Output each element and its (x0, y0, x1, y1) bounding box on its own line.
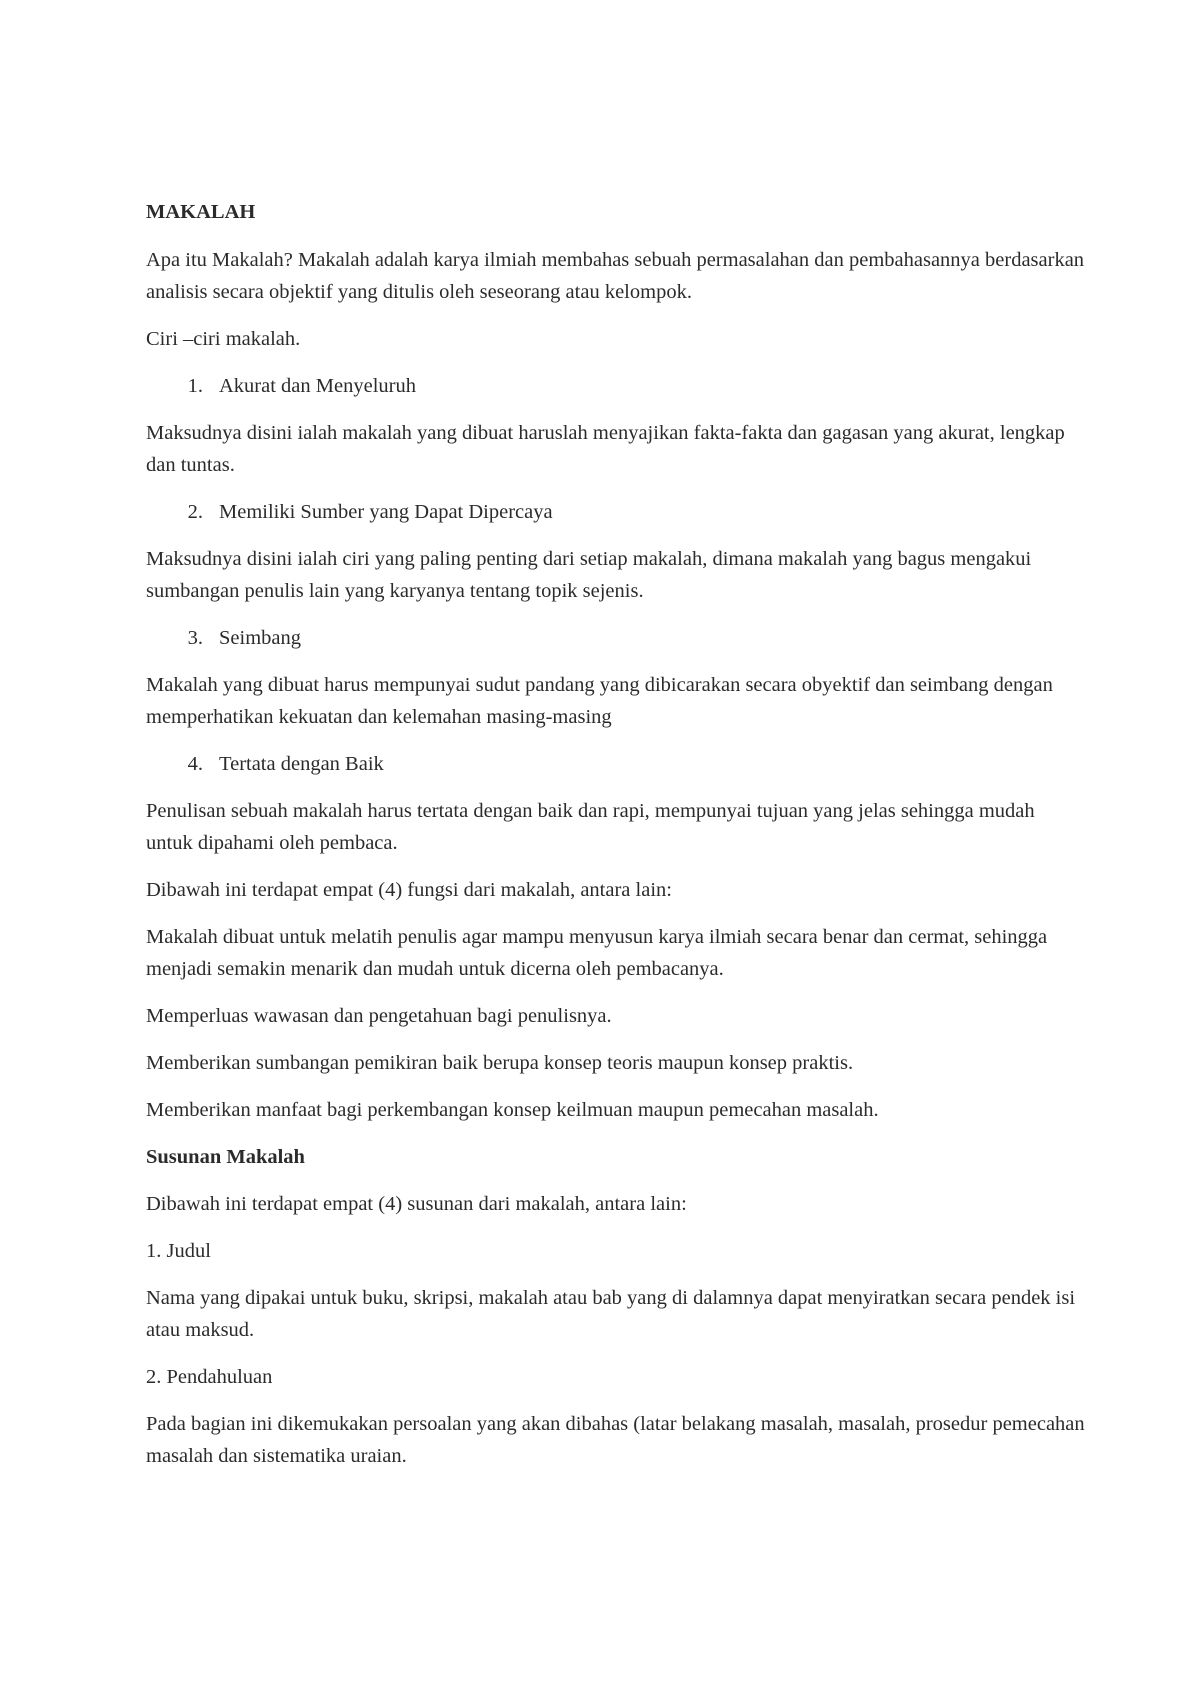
ciri-desc-2: Maksudnya disini ialah ciri yang paling penting dari setiap makalah, dimana makalah yang bagus mengakui sumbangan penulis lain yang karyanya tentang topik sejenis. (146, 548, 1032, 602)
document-page (146, 196, 1086, 1487)
ciri-item-4 (146, 748, 1086, 780)
susunan-heading: Susunan Makalah (146, 1146, 305, 1168)
susunan-item-1-label: 1. Judul (146, 1240, 211, 1262)
fungsi-intro: Dibawah ini terdapat empat (4) fungsi dari makalah, antara lain: (146, 879, 672, 901)
fungsi-item-4: Memberikan manfaat bagi perkembangan konsep keilmuan maupun pemecahan masalah. (146, 1099, 879, 1121)
list-number: 1. (187, 375, 203, 397)
fungsi-item-3: Memberikan sumbangan pemikiran baik berupa konsep teoris maupun konsep praktis. (146, 1052, 854, 1074)
susunan-item-2-desc: Pada bagian ini dikemukakan persoalan yang akan dibahas (latar belakang masalah, masalah, prosedur pemecahan masalah dan sistematika uraian. (146, 1413, 1085, 1467)
ciri-heading: Ciri –ciri makalah. (146, 328, 301, 350)
list-label: Akurat dan Menyeluruh (219, 375, 416, 397)
susunan-item-1-desc: Nama yang dipakai untuk buku, skripsi, makalah atau bab yang di dalamnya dapat menyiratkan secara pendek isi atau maksud. (146, 1287, 1076, 1341)
ciri-desc-4: Penulisan sebuah makalah harus tertata dengan baik dan rapi, mempunyai tujuan yang jelas sehingga mudah untuk dipahami oleh pembaca. (146, 800, 1035, 854)
susunan-item-2-label: 2. Pendahuluan (146, 1366, 273, 1388)
fungsi-item-2: Memperluas wawasan dan pengetahuan bagi penulisnya. (146, 1005, 612, 1027)
intro-paragraph: Apa itu Makalah? Makalah adalah karya ilmiah membahas sebuah permasalahan dan pembahasannya berdasarkan analisis secara objektif yang ditulis oleh seseorang atau kelompok. (146, 249, 1085, 303)
ciri-item-1 (146, 370, 1086, 402)
susunan-intro: Dibawah ini terdapat empat (4) susunan dari makalah, antara lain: (146, 1193, 687, 1215)
list-number: 3. (187, 627, 203, 649)
document-title: MAKALAH (146, 201, 256, 223)
ciri-desc-1: Maksudnya disini ialah makalah yang dibuat haruslah menyajikan fakta-fakta dan gagasan yang akurat, lengkap dan tuntas. (146, 422, 1065, 476)
ciri-desc-3: Makalah yang dibuat harus mempunyai sudut pandang yang dibicarakan secara obyektif dan seimbang dengan memperhatikan kekuatan dan kelemahan masing-masing (146, 674, 1053, 728)
ciri-item-3 (146, 622, 1086, 654)
ciri-item-2 (146, 496, 1086, 528)
list-label: Seimbang (219, 627, 301, 649)
list-label: Tertata dengan Baik (219, 753, 384, 775)
list-number: 2. (187, 501, 203, 523)
fungsi-item-1: Makalah dibuat untuk melatih penulis agar mampu menyusun karya ilmiah secara benar dan cermat, sehingga menjadi semakin menarik dan mudah untuk dicerna oleh pembacanya. (146, 926, 1048, 980)
list-label: Memiliki Sumber yang Dapat Dipercaya (219, 501, 553, 523)
list-number: 4. (187, 753, 203, 775)
